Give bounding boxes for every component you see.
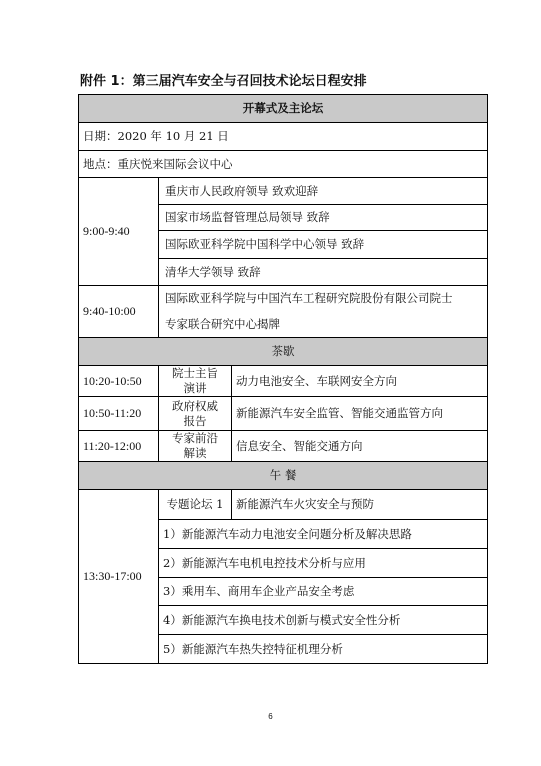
table-row xyxy=(79,397,488,431)
list-item: 专家联合研究中心揭牌 xyxy=(159,312,488,338)
table-row xyxy=(79,178,488,205)
opening-heading: 开幕式及主论坛 xyxy=(79,95,488,123)
topic-cell: 动力电池安全、车联网安全方向 xyxy=(232,366,488,397)
list-item: 1）新能源汽车动力电池安全问题分析及解决思路 xyxy=(159,520,488,549)
list-item: 5）新能源汽车热失控特征机理分析 xyxy=(159,635,488,664)
list-item: 3）乘用车、商用车企业产品安全考虑 xyxy=(159,578,488,606)
table-row xyxy=(79,490,488,520)
venue-row xyxy=(79,151,488,178)
tea-break-label: 茶歇 xyxy=(79,338,488,366)
date-text: 日期：2020 年 10 月 21 日 xyxy=(79,123,488,151)
table-row xyxy=(79,286,488,312)
table-row xyxy=(79,431,488,462)
forum-title-cell: 新能源汽车火灾安全与预防 xyxy=(232,490,488,520)
speech-type-line: 院士主旨 xyxy=(172,366,218,380)
venue-text: 地点：重庆悦来国际会议中心 xyxy=(79,151,488,178)
topic-cell: 信息安全、智能交通方向 xyxy=(232,431,488,462)
table-row xyxy=(79,366,488,397)
speech-type-cell xyxy=(159,366,232,397)
list-item: 清华大学领导 致辞 xyxy=(159,259,488,286)
speech-type-cell xyxy=(159,431,232,462)
list-item: 国际欧亚科学院中国科学中心领导 致辞 xyxy=(159,231,488,259)
speech-type-line: 政府权威 xyxy=(172,398,218,413)
lunch-label: 午 餐 xyxy=(79,462,488,490)
speech-type-line: 专家前沿 xyxy=(172,431,218,445)
speech-type-line: 解读 xyxy=(183,446,207,460)
topic-cell: 新能源汽车安全监管、智能交通监管方向 xyxy=(232,397,488,431)
time-cell: 9:40-10:00 xyxy=(79,286,159,338)
list-item: 4）新能源汽车换电技术创新与模式安全性分析 xyxy=(159,606,488,635)
time-cell: 9:00-9:40 xyxy=(79,178,159,286)
forum-label-cell: 专题论坛 1 xyxy=(159,490,232,520)
time-cell: 11:20-12:00 xyxy=(79,431,159,462)
schedule-table xyxy=(78,94,488,664)
date-row xyxy=(79,123,488,151)
opening-header-row xyxy=(79,95,488,123)
page-number: 6 xyxy=(268,712,273,721)
page-title: 附件 1：第三届汽车安全与召回技术论坛日程安排 xyxy=(80,74,367,89)
speech-type-line: 报告 xyxy=(183,413,207,428)
list-item: 国际欧亚科学院与中国汽车工程研究院股份有限公司院士 xyxy=(159,286,488,312)
tea-break-row xyxy=(79,338,488,366)
speech-type-cell xyxy=(159,397,232,431)
time-cell: 10:50-11:20 xyxy=(79,397,159,431)
list-item: 国家市场监督管理总局领导 致辞 xyxy=(159,205,488,231)
lunch-row xyxy=(79,462,488,490)
list-item: 重庆市人民政府领导 致欢迎辞 xyxy=(159,178,488,205)
speech-type-line: 演讲 xyxy=(183,381,207,395)
time-cell: 13:30-17:00 xyxy=(79,490,159,664)
list-item: 2）新能源汽车电机电控技术分析与应用 xyxy=(159,549,488,578)
time-cell: 10:20-10:50 xyxy=(79,366,159,397)
